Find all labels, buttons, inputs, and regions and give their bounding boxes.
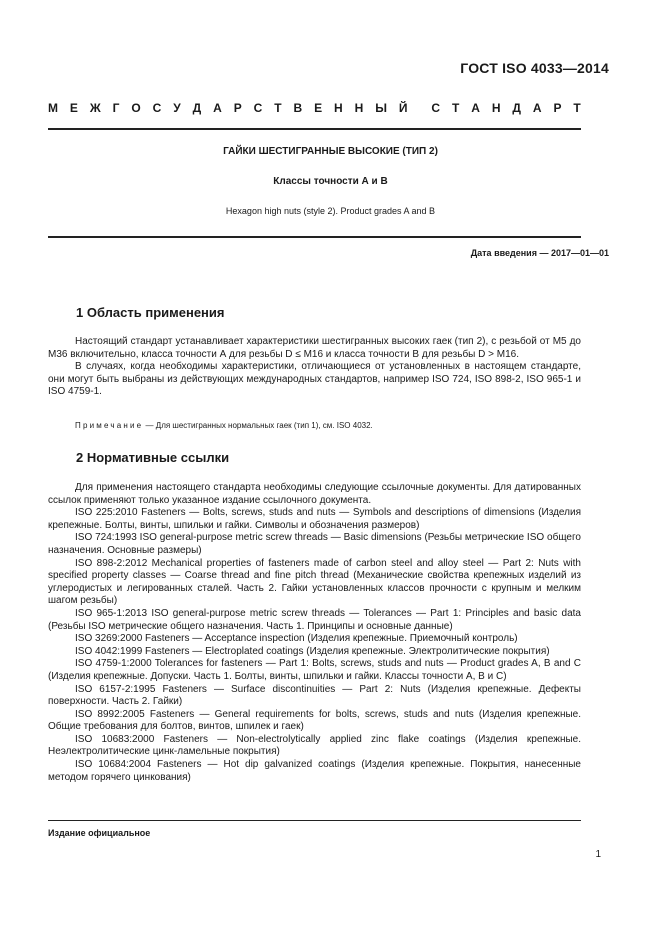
reference-item: ISO 4042:1999 Fasteners — Electroplated coatings (Изделия крепежные. Электролитические покрытия) (75, 645, 550, 657)
banner-letter: Д (192, 101, 202, 115)
paragraph: В случаях, когда необходимы характеристики, отличающиеся от установленных в настоящем стандарте, они могут быть выбраны из действующих международных стандартов, например ISO 724, ISO 898-2, ISO 965-1 и ISO 4759-1. (48, 361, 581, 398)
banner-letter: С (152, 101, 162, 115)
note-text: — Для шестигранных нормальных гаек (тип 1), см. ISO 4032. (145, 421, 373, 430)
reference-item: ISO 8992:2005 Fasteners — General requirements for bolts, screws, studs and nuts (Изделия крепежные. Общие требования для болтов, винтов, шпилек и гаек) (48, 708, 581, 733)
reference-item: ISO 225:2010 Fasteners — Bolts, screws, studs and nuts — Symbols and descriptions of dimensions (Изделия крепежные. Болты, винты, шпильки и гайки. Символы и обозначения размеров) (48, 507, 581, 531)
banner-letter: Р (233, 101, 242, 115)
reference-item: ISO 10683:2000 Fasteners — Non-electrolytically applied zinc flake coatings (Изделия крепежные. Неэлектролитические цинк-ламельные покрытия) (48, 733, 581, 758)
section-2-body (48, 482, 581, 784)
section-1-heading: 1 Область применения (76, 305, 225, 320)
document-subtitle: Классы точности А и В (273, 176, 388, 187)
banner-letter: Ы (375, 101, 387, 115)
note-label: Примечание (75, 421, 144, 430)
banner-letter: О (131, 101, 141, 115)
banner-letter: Т (451, 101, 460, 115)
banner-letter: Т (274, 101, 282, 115)
banner-letter: А (213, 101, 222, 115)
footer-rule (48, 820, 581, 821)
banner-letter: Н (491, 101, 501, 115)
paragraph: Для применения настоящего стандарта необходимы следующие ссылочные документы. Для датированных ссылок применяют только указанное издание ссылочного документа. (48, 482, 581, 506)
reference-item: ISO 3269:2000 Fasteners — Acceptance inspection (Изделия крепежные. Приемочный контроль) (75, 633, 518, 645)
reference-item: ISO 10684:2004 Fasteners — Hot dip galvanized coatings (Изделия крепежные. Покрытия, нанесенные методом горячего цинкования) (48, 759, 581, 783)
document-title: ГАЙКИ ШЕСТИГРАННЫЕ ВЫСОКИЕ (ТИП 2) (223, 146, 438, 157)
banner-letter: У (173, 101, 181, 115)
section-1-body (48, 336, 581, 399)
standard-type-banner (48, 101, 581, 115)
english-title: Hexagon high nuts (style 2). Product grades A and B (225, 206, 436, 216)
banner-letter: Й (398, 101, 408, 115)
reference-item: ISO 6157-2:1995 Fasteners — Surface discontinuities — Part 2: Nuts (Изделия крепежные. Дефекты поверхности. Часть 2. Гайки) (48, 683, 581, 708)
reference-item: ISO 724:1993 ISO general-purpose metric screw threads — Basic dimensions (Резьбы метрические ISO общего назначения. Основные размеры) (48, 532, 581, 556)
banner-letter: А (532, 101, 542, 115)
banner-letter: В (293, 101, 303, 115)
edition-label: Издание официальное (48, 828, 151, 838)
note (75, 421, 373, 430)
section-2-heading: 2 Нормативные ссылки (76, 450, 230, 465)
banner-letter: Т (573, 101, 581, 115)
banner-letter: С (253, 101, 263, 115)
banner-letter: А (471, 101, 480, 115)
banner-letter: Ж (89, 101, 101, 115)
banner-letter: Г (112, 101, 120, 115)
paragraph: Настоящий стандарт устанавливает характеристики шестигранных высоких гаек (тип 2), с резьбой от М5 до М36 включительно, класса точности А для резьбы D ≤ M16 и класса точности В для резьбы D > M16. (48, 336, 581, 360)
banner-letter: Е (69, 101, 78, 115)
reference-item: ISO 898-2:2012 Mechanical properties of fasteners made of carbon steel and alloy steel — Part 2: Nuts with specified property classes — Coarse thread and fine pitch thread (Механические свойства крепежных изделий из углеродистых и легированных сталей. Часть 2. Гайки установленных классов прочности с крупным и мелким шагом резьбы) (48, 557, 581, 607)
banner-letter: С (431, 101, 441, 115)
reference-item: ISO 4759-1:2000 Tolerances for fasteners — Part 1: Bolts, screws, studs and nuts — Product grades A, B and C (Изделия крепежные. Допуски. Часть 1. Болты, винты, шпильки и гайки. Классы точности А, В и С) (48, 658, 581, 682)
banner-letter: Н (334, 101, 343, 115)
banner-letter: Н (354, 101, 364, 115)
banner-letter: Р (553, 101, 562, 115)
top-rule (48, 128, 581, 130)
standard-code: ГОСТ ISO 4033—2014 (460, 60, 609, 76)
banner-letter: Е (314, 101, 323, 115)
banner-letter: М (48, 101, 58, 115)
reference-item: ISO 965-1:2013 ISO general-purpose metric screw threads — Tolerances — Part 1: Principles and basic data (Резьбы ISO метрические общего назначения. Часть 1. Принципы и основные данные) (48, 607, 581, 632)
banner-letter: Д (512, 101, 521, 115)
page-number: 1 (595, 849, 601, 860)
introduction-date: Дата введения — 2017—01—01 (470, 248, 609, 258)
title-rule (48, 236, 581, 238)
